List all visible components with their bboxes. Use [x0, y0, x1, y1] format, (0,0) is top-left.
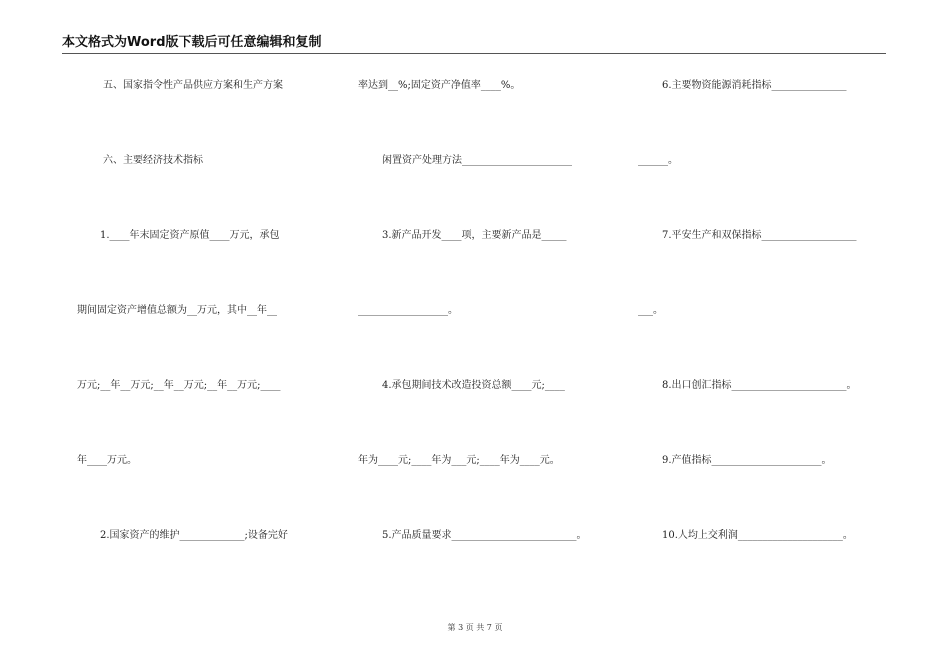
column-2-line-5: 4.承包期间技术改造投资总额____元;____: [382, 380, 565, 391]
column-2-line-3: 3.新产品开发____项，主要新产品是_____: [382, 230, 567, 241]
column-3-line-1: 6.主要物资能源消耗指标_______________: [662, 80, 847, 91]
column-1-line-2: 六、主要经济技术指标: [103, 155, 203, 166]
column-2-line-2: 闲置资产处理方法______________________: [382, 155, 572, 166]
column-3-line-4: ___。: [638, 305, 663, 316]
column-2-line-1: 率达到__%;固定资产净值率____%。: [358, 80, 521, 91]
column-3-line-7: 10.人均上交利润_____________________。: [662, 530, 853, 541]
column-1: [0, 0, 340, 672]
column-2-line-4: __________________。: [358, 305, 458, 316]
column-3-line-5: 8.出口创汇指标_______________________。: [662, 380, 857, 391]
column-1-line-6: 年____万元。: [77, 455, 137, 466]
header-title: 本文格式为Word版下载后可任意编辑和复制: [62, 35, 322, 50]
column-2-line-6: 年为____元;____年为___元;____年为____元。: [358, 455, 560, 466]
column-3: [638, 0, 928, 672]
column-1-line-1: 五、国家指令性产品供应方案和生产方案: [103, 80, 283, 91]
column-3-line-3: 7.平安生产和双保指标___________________: [662, 230, 857, 241]
column-2-line-7: 5.产品质量要求_________________________。: [382, 530, 587, 541]
column-1-line-4: 期间固定资产增值总额为__万元，其中__年__: [77, 305, 277, 316]
column-3-line-6: 9.产值指标______________________。: [662, 455, 832, 466]
page-footer: [0, 622, 950, 633]
column-1-line-7: 2.国家资产的维护_____________;设备完好: [100, 530, 288, 541]
column-1-line-3: 1.____年末固定资产原值____万元，承包: [100, 230, 280, 241]
column-2: [340, 0, 640, 672]
column-1-line-5: 万元;__年__万元;__年__万元;__年__万元;____: [77, 380, 281, 391]
page-number: 第 3 页 共 7 页: [447, 623, 503, 632]
column-3-line-2: ______。: [638, 155, 678, 166]
